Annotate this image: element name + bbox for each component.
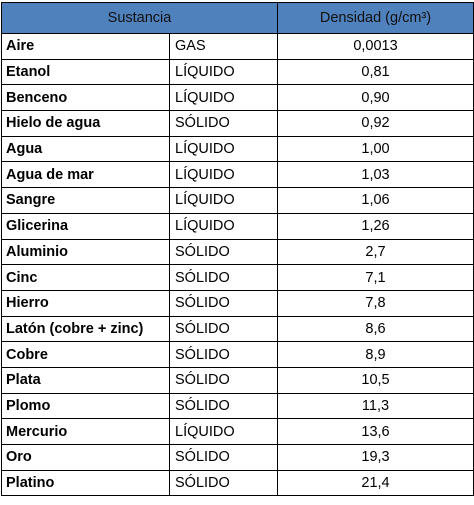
density-table-container	[1, 2, 473, 496]
substance-name-cell: Cinc	[2, 265, 170, 291]
substance-name-cell: Platino	[2, 470, 170, 496]
density-cell: 7,8	[278, 290, 474, 316]
density-table	[1, 2, 474, 496]
density-cell: 1,26	[278, 213, 474, 239]
density-cell: 10,5	[278, 367, 474, 393]
substance-name-cell: Aluminio	[2, 239, 170, 265]
substance-name-cell: Hielo de agua	[2, 111, 170, 137]
substance-name-cell: Plomo	[2, 393, 170, 419]
table-row	[2, 34, 474, 60]
table-row	[2, 136, 474, 162]
substance-name-cell: Hierro	[2, 290, 170, 316]
substance-name-cell: Agua de mar	[2, 162, 170, 188]
substance-name-cell: Oro	[2, 445, 170, 471]
substance-name-cell: Mercurio	[2, 419, 170, 445]
table-row	[2, 59, 474, 85]
state-cell: SÓLIDO	[170, 265, 278, 291]
table-body	[2, 34, 474, 496]
density-cell: 0,90	[278, 85, 474, 111]
substance-name-cell: Sangre	[2, 188, 170, 214]
table-row	[2, 316, 474, 342]
header-sustancia: Sustancia	[2, 3, 278, 34]
substance-name-cell: Agua	[2, 136, 170, 162]
substance-name-cell: Latón (cobre + zinc)	[2, 316, 170, 342]
state-cell: SÓLIDO	[170, 111, 278, 137]
substance-name-cell: Etanol	[2, 59, 170, 85]
state-cell: LÍQUIDO	[170, 162, 278, 188]
table-row	[2, 342, 474, 368]
table-header	[2, 3, 474, 34]
substance-name-cell: Glicerina	[2, 213, 170, 239]
state-cell: GAS	[170, 34, 278, 60]
table-row	[2, 393, 474, 419]
density-cell: 19,3	[278, 445, 474, 471]
state-cell: LÍQUIDO	[170, 136, 278, 162]
table-row	[2, 239, 474, 265]
table-row	[2, 470, 474, 496]
density-cell: 8,9	[278, 342, 474, 368]
state-cell: SÓLIDO	[170, 342, 278, 368]
table-row	[2, 111, 474, 137]
density-cell: 13,6	[278, 419, 474, 445]
substance-name-cell: Benceno	[2, 85, 170, 111]
state-cell: SÓLIDO	[170, 316, 278, 342]
table-row	[2, 290, 474, 316]
density-cell: 1,00	[278, 136, 474, 162]
table-row	[2, 445, 474, 471]
state-cell: SÓLIDO	[170, 470, 278, 496]
density-cell: 2,7	[278, 239, 474, 265]
density-cell: 0,92	[278, 111, 474, 137]
state-cell: LÍQUIDO	[170, 213, 278, 239]
substance-name-cell: Plata	[2, 367, 170, 393]
state-cell: SÓLIDO	[170, 290, 278, 316]
density-cell: 1,03	[278, 162, 474, 188]
state-cell: LÍQUIDO	[170, 419, 278, 445]
substance-name-cell: Cobre	[2, 342, 170, 368]
state-cell: SÓLIDO	[170, 393, 278, 419]
state-cell: SÓLIDO	[170, 239, 278, 265]
state-cell: LÍQUIDO	[170, 59, 278, 85]
table-row	[2, 213, 474, 239]
table-row	[2, 162, 474, 188]
state-cell: SÓLIDO	[170, 445, 278, 471]
header-densidad: Densidad (g/cm³)	[278, 3, 474, 34]
density-cell: 21,4	[278, 470, 474, 496]
density-cell: 7,1	[278, 265, 474, 291]
state-cell: LÍQUIDO	[170, 188, 278, 214]
table-row	[2, 188, 474, 214]
table-row	[2, 265, 474, 291]
table-row	[2, 419, 474, 445]
header-row	[2, 3, 474, 34]
table-row	[2, 367, 474, 393]
density-cell: 1,06	[278, 188, 474, 214]
table-row	[2, 85, 474, 111]
density-cell: 0,81	[278, 59, 474, 85]
density-cell: 8,6	[278, 316, 474, 342]
state-cell: LÍQUIDO	[170, 85, 278, 111]
density-cell: 11,3	[278, 393, 474, 419]
state-cell: SÓLIDO	[170, 367, 278, 393]
density-cell: 0,0013	[278, 34, 474, 60]
substance-name-cell: Aire	[2, 34, 170, 60]
